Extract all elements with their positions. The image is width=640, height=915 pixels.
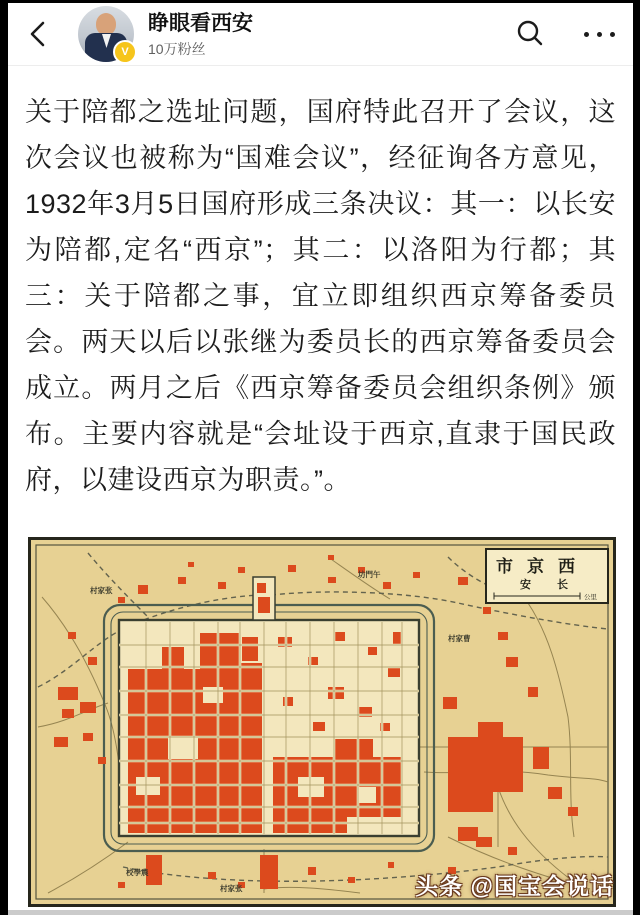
more-button[interactable]: [576, 17, 622, 51]
article-paragraph: 关于陪都之选址问题，国府特此召开了会议，这次会议也被称为“国难会议”，经征询各方意见，1932年3月5日国府形成三条决议：其一：以长安为陪都,定名“西京”；其二：以洛阳为行都；其三：关于陪都之事，宜立即组织西京筹备委员会。两天以后以张继为委员长的西京筹备委员会成立。两月之后《西京筹备委员会组织条例》颁布。主要内容就是“会址设于西京,直隶于国民政府，以建设西京为职责。”。: [25, 97, 616, 495]
search-button[interactable]: [513, 17, 547, 51]
xian-old-map: [28, 537, 616, 907]
followers-count: 10万粉丝: [148, 41, 206, 57]
map-label: 村家张: [220, 884, 243, 893]
map-label: 校學農: [126, 868, 149, 877]
verified-badge-icon: V: [113, 40, 137, 64]
bottom-divider: [8, 910, 633, 915]
back-button[interactable]: [24, 19, 54, 49]
map-scale-label: 公里: [584, 594, 597, 601]
watermark: 头条 @国宝会说话: [415, 873, 614, 899]
account-name: 睁眼看西安: [148, 12, 253, 35]
map-title-line1: 市京西: [496, 557, 589, 576]
map-label: 坊門午: [358, 570, 381, 579]
header: [8, 3, 633, 66]
map-image[interactable]: [28, 537, 616, 907]
map-label: 村家曹: [448, 634, 471, 643]
search-icon: [513, 39, 547, 54]
avatar[interactable]: [78, 6, 134, 62]
account-info[interactable]: [148, 11, 253, 59]
chevron-left-icon: [24, 37, 54, 52]
article-page: [8, 3, 633, 915]
map-label: 村家张: [90, 586, 113, 595]
map-title-box: [486, 549, 608, 603]
ellipsis-icon: [576, 17, 622, 51]
map-title-line2: 安长: [520, 579, 594, 591]
